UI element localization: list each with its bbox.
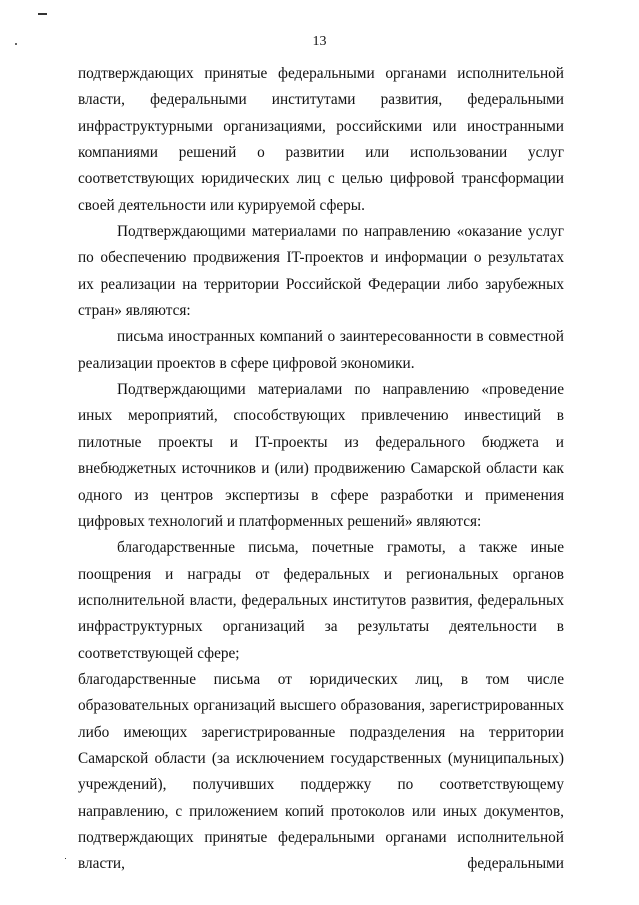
- paragraph-awards: благодарственные письма, почетные грамоты, а также иные поощрения и награды от федеральных и региональных органов исполнительной власти, федеральных институтов развития, федеральных инфраструктурных организаций за результаты деятельности в соответствующей сфере;: [78, 539, 564, 662]
- paragraph-continuation: подтверждающих принятые федеральными органами исполнительной власти, федеральными институтами развития, федеральными инфраструктурными организациями, российскими или иностранными компаниями решений о развитии или использовании услуг соответствующих юридических лиц с целью цифровой трансформации своей деятельности или курируемой сферы.: [78, 65, 564, 214]
- page-number: 13: [312, 34, 327, 49]
- document-body: [78, 61, 564, 878]
- scan-artifact-dot: [65, 858, 66, 859]
- paragraph-materials-promotion: Подтверждающими материалами по направлению «оказание услуг по обеспечению продвижения IT-проектов и информации о результатах их реализации на территории Российской Федерации либо зарубежных стран» являются:: [78, 223, 564, 320]
- paragraph-thank-you-letters: благодарственные письма от юридических лиц, в том числе образовательных организаций высшего образования, зарегистрированных либо имеющих зарегистрированные подразделения на территории Самарской области (за исключением государственных (муниципальных) учреждений), получивших поддержку по соответствующему направлению, с приложением копий протоколов или иных документов, подтверждающих принятые федеральными органами исполнительной власти, федеральными: [78, 670, 564, 873]
- paragraph-materials-investment: Подтверждающими материалами по направлению «проведение иных мероприятий, способствующих привлечению инвестиций в пилотные проекты и IT-проекты из федерального бюджета и внебюджетных источников и (или) продвижению Самарской области как одного из центров экспертизы в сфере разработки и применения цифровых технологий и платформенных решений» являются:: [78, 381, 564, 530]
- scan-artifact-mark: [38, 13, 47, 15]
- paragraph-foreign-letters: письма иностранных компаний о заинтересованности в совместной реализации проектов в сфере цифровой экономики.: [78, 328, 564, 372]
